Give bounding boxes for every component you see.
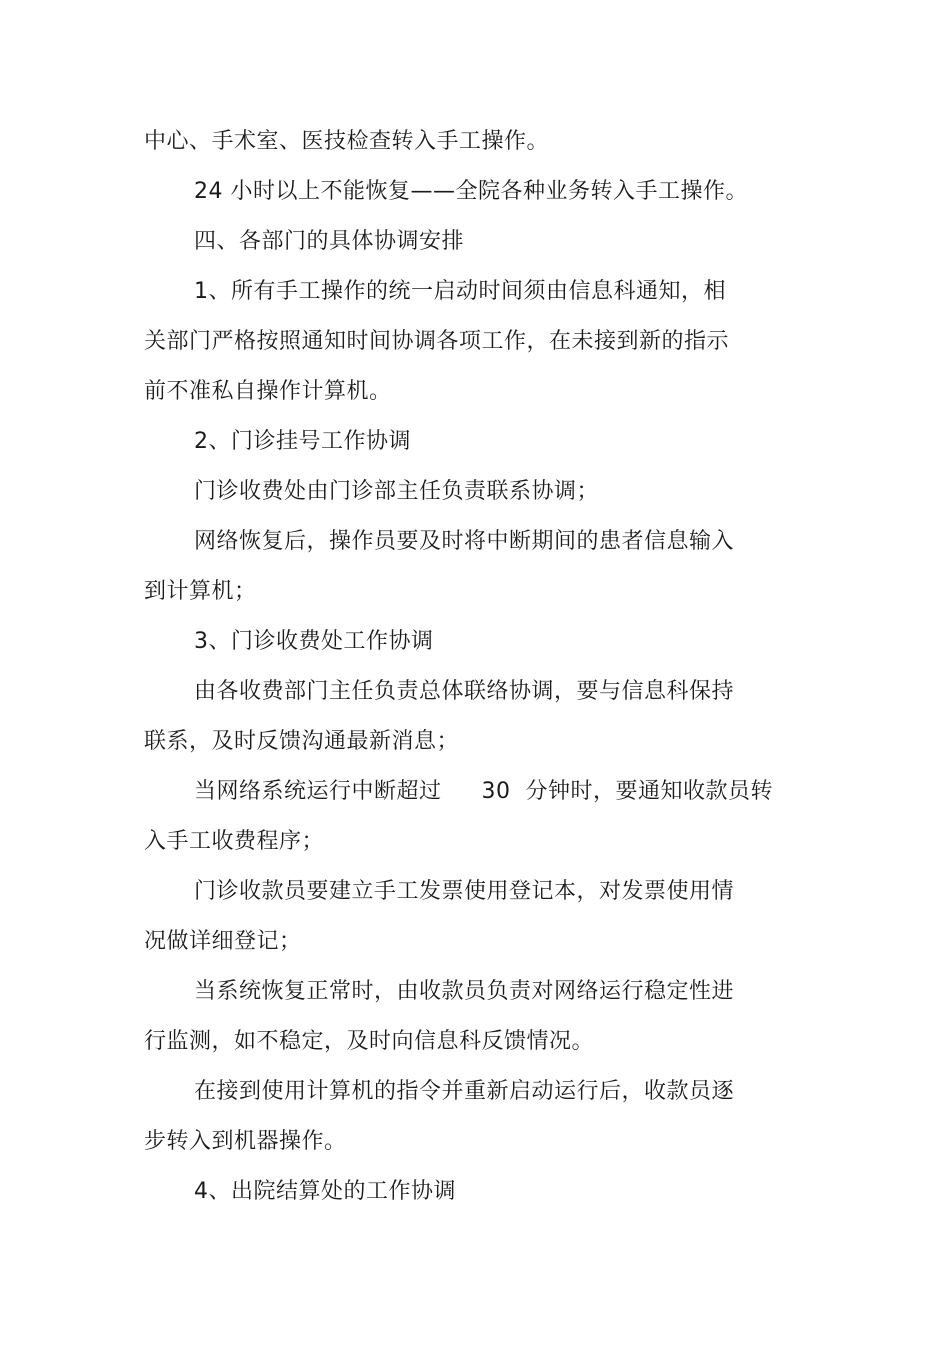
subsection-heading: 4、出院结算处的工作协调	[194, 1179, 456, 1204]
text-line: 由各收费部门主任负责总体联络协调，要与信息科保持	[194, 679, 735, 704]
section-heading: 四、各部门的具体协调安排	[194, 229, 465, 254]
text-line: 步转入到机器操作。	[144, 1129, 347, 1154]
text-line: 关部门严格按照通知时间协调各项工作，在未接到新的指示	[144, 329, 730, 354]
text-line: 入手工收费程序；	[144, 829, 325, 854]
text-line: 况做详细登记；	[144, 929, 302, 954]
text-line: 行监测，如不稳定，及时向信息科反馈情况。	[144, 1029, 595, 1054]
text-line: 到计算机；	[144, 579, 257, 604]
subsection-heading: 3、门诊收费处工作协调	[194, 629, 434, 654]
text-line	[194, 777, 773, 807]
text-segment: 当网络系统运行中断超过	[194, 779, 442, 804]
text-line: 网络恢复后，操作员要及时将中断期间的患者信息输入	[194, 529, 735, 554]
text-line: 门诊收款员要建立手工发票使用登记本，对发票使用情	[194, 879, 735, 904]
text-segment-number: 30	[481, 779, 511, 804]
text-line: 门诊收费处由门诊部主任负责联系协调；	[194, 479, 600, 504]
text-line: 当系统恢复正常时，由收款员负责对网络运行稳定性进	[194, 979, 735, 1004]
subsection-heading: 2、门诊挂号工作协调	[194, 429, 411, 454]
text-line: 在接到使用计算机的指令并重新启动运行后，收款员逐	[194, 1079, 735, 1104]
text-line: 1、所有手工操作的统一启动时间须由信息科通知，相	[194, 279, 726, 304]
text-line: 联系，及时反馈沟通最新消息；	[144, 729, 460, 754]
text-line: 中心、手术室、医技检查转入手工操作。	[144, 129, 550, 154]
text-segment: 分钟时，要通知收款员转	[525, 779, 774, 804]
text-line: 24 小时以上不能恢复——全院各种业务转入手工操作。	[194, 179, 748, 204]
text-line: 前不准私自操作计算机。	[144, 379, 392, 404]
